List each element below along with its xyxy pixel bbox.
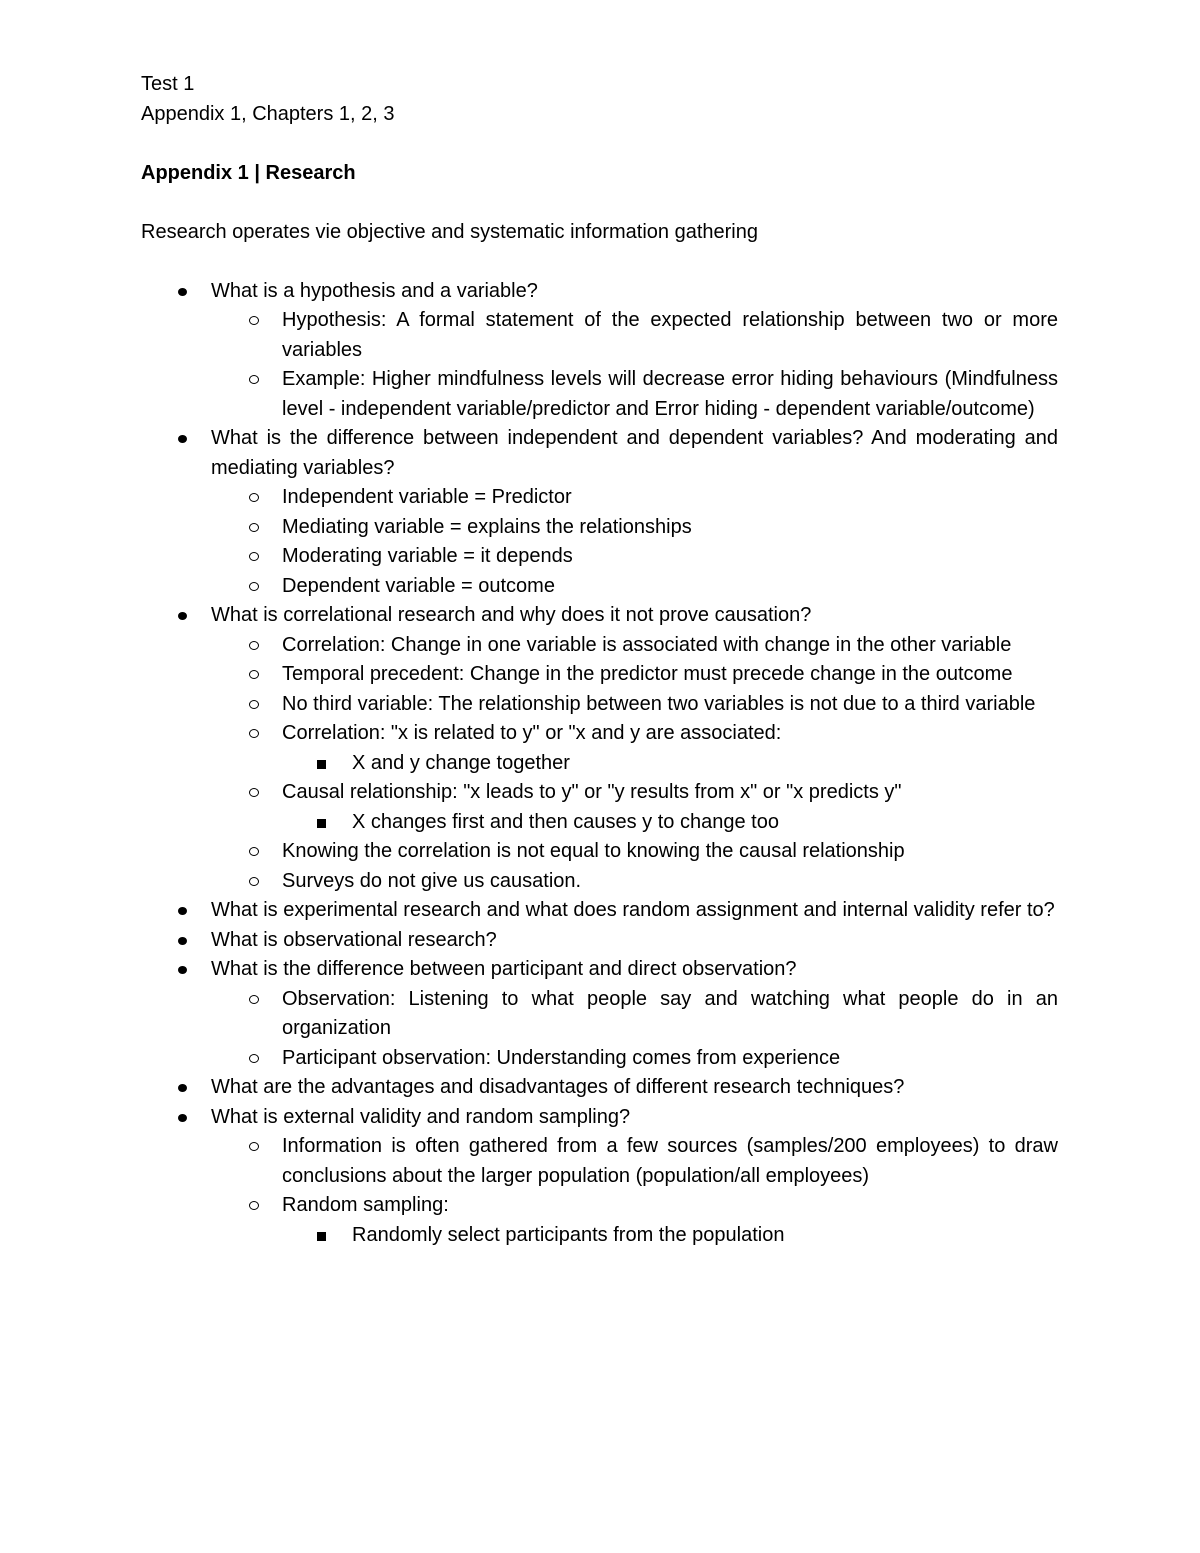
question-text: What is a hypothesis and a variable? <box>211 279 538 302</box>
detail-text: X and y change together <box>352 751 570 774</box>
document-subtitle: Appendix 1, Chapters 1, 2, 3 <box>141 102 395 125</box>
answer-item <box>141 365 1058 424</box>
bullet-disc-icon <box>178 907 187 915</box>
answer-item <box>141 572 1058 602</box>
bullet-circle-icon <box>249 1142 259 1151</box>
bullet-disc-icon <box>178 612 187 620</box>
answer-item <box>141 690 1058 720</box>
section-intro: Research operates vie objective and systematic information gathering <box>141 220 758 243</box>
detail-text: Randomly select participants from the population <box>352 1223 785 1246</box>
question-item <box>141 277 1058 307</box>
answer-item <box>141 985 1058 1044</box>
answer-item <box>141 631 1058 661</box>
spacer <box>141 129 1058 159</box>
question-item <box>141 926 1058 956</box>
section-heading: Appendix 1 | Research <box>141 161 356 184</box>
answer-text: Causal relationship: "x leads to y" or "y results from x" or "x predicts y" <box>282 781 902 803</box>
bullet-disc-icon <box>178 1114 187 1122</box>
spacer <box>141 188 1058 218</box>
detail-item <box>141 808 1058 838</box>
question-text: What is external validity and random sampling? <box>211 1105 631 1128</box>
question-text: What is observational research? <box>211 928 497 951</box>
bullet-circle-icon <box>249 375 259 384</box>
question-item <box>141 896 1058 926</box>
answer-item <box>141 1132 1058 1191</box>
answer-text: Knowing the correlation is not equal to knowing the causal relationship <box>282 840 905 862</box>
question-item <box>141 955 1058 985</box>
question-list <box>141 277 1058 1251</box>
bullet-circle-icon <box>249 552 259 561</box>
answer-text: Correlation: Change in one variable is associated with change in the other variable <box>282 633 1012 656</box>
detail-text: X changes first and then causes y to change too <box>352 810 779 833</box>
bullet-disc-icon <box>178 1084 187 1092</box>
answer-item <box>141 778 1058 808</box>
answer-item <box>141 1044 1058 1074</box>
bullet-circle-icon <box>249 493 259 502</box>
detail-item <box>141 1221 1058 1251</box>
answer-text: Independent variable = Predictor <box>282 486 572 508</box>
answer-item <box>141 719 1058 749</box>
answer-item <box>141 837 1058 867</box>
bullet-circle-icon <box>249 729 259 738</box>
bullet-circle-icon <box>249 700 259 709</box>
bullet-circle-icon <box>249 316 259 325</box>
answer-text: Moderating variable = it depends <box>282 545 573 567</box>
bullet-circle-icon <box>249 670 259 679</box>
detail-item <box>141 749 1058 779</box>
bullet-square-icon <box>317 1232 326 1241</box>
answer-text: Participant observation: Understanding comes from experience <box>282 1046 841 1069</box>
bullet-circle-icon <box>249 788 259 797</box>
answer-item <box>141 660 1058 690</box>
answer-item <box>141 483 1058 513</box>
answer-text: Correlation: "x is related to y" or "x and y are associated: <box>282 722 782 744</box>
answer-text: Dependent variable = outcome <box>282 574 555 597</box>
answer-text: Random sampling: <box>282 1194 449 1216</box>
question-text: What are the advantages and disadvantages of different research techniques? <box>211 1076 905 1098</box>
question-item <box>141 601 1058 631</box>
bullet-circle-icon <box>249 995 259 1004</box>
answer-text: Surveys do not give us causation. <box>282 869 582 892</box>
bullet-disc-icon <box>178 435 187 443</box>
bullet-circle-icon <box>249 847 259 856</box>
document-title: Test 1 <box>141 73 195 95</box>
answer-text: Hypothesis: A formal statement of the expected relationship between two or more variables <box>282 309 1058 361</box>
bullet-disc-icon <box>178 937 187 945</box>
bullet-circle-icon <box>249 1054 259 1063</box>
answer-text: No third variable: The relationship between two variables is not due to a third variable <box>282 692 1036 715</box>
bullet-circle-icon <box>249 641 259 650</box>
bullet-square-icon <box>317 819 326 828</box>
answer-item <box>141 542 1058 572</box>
answer-item <box>141 306 1058 365</box>
answer-text: Example: Higher mindfulness levels will decrease error hiding behaviours (Mindfulness level - independent variable/predictor and Error hiding - dependent variable/outcome) <box>282 368 1058 420</box>
bullet-circle-icon <box>249 523 259 532</box>
answer-text: Information is often gathered from a few sources (samples/200 employees) to draw conclusions about the larger population (population/all employees) <box>282 1135 1058 1187</box>
question-text: What is the difference between independent and dependent variables? And moderating and mediating variables? <box>211 427 1058 479</box>
answer-text: Mediating variable = explains the relationships <box>282 515 692 538</box>
bullet-disc-icon <box>178 288 187 296</box>
answer-item <box>141 513 1058 543</box>
bullet-square-icon <box>317 760 326 769</box>
question-text: What is correlational research and why does it not prove causation? <box>211 604 812 626</box>
bullet-circle-icon <box>249 1201 259 1210</box>
question-item <box>141 1073 1058 1103</box>
question-text: What is the difference between participant and direct observation? <box>211 958 797 980</box>
answer-item <box>141 1191 1058 1221</box>
answer-text: Observation: Listening to what people say and watching what people do in an organization <box>282 987 1058 1039</box>
question-text: What is experimental research and what does random assignment and internal validity refer to? <box>211 899 1055 921</box>
document-content <box>141 70 1058 1250</box>
bullet-disc-icon <box>178 966 187 974</box>
question-item <box>141 1103 1058 1133</box>
answer-text: Temporal precedent: Change in the predictor must precede change in the outcome <box>282 663 1013 685</box>
answer-item <box>141 867 1058 897</box>
bullet-circle-icon <box>249 582 259 591</box>
question-item <box>141 424 1058 483</box>
spacer <box>141 247 1058 277</box>
bullet-circle-icon <box>249 877 259 886</box>
